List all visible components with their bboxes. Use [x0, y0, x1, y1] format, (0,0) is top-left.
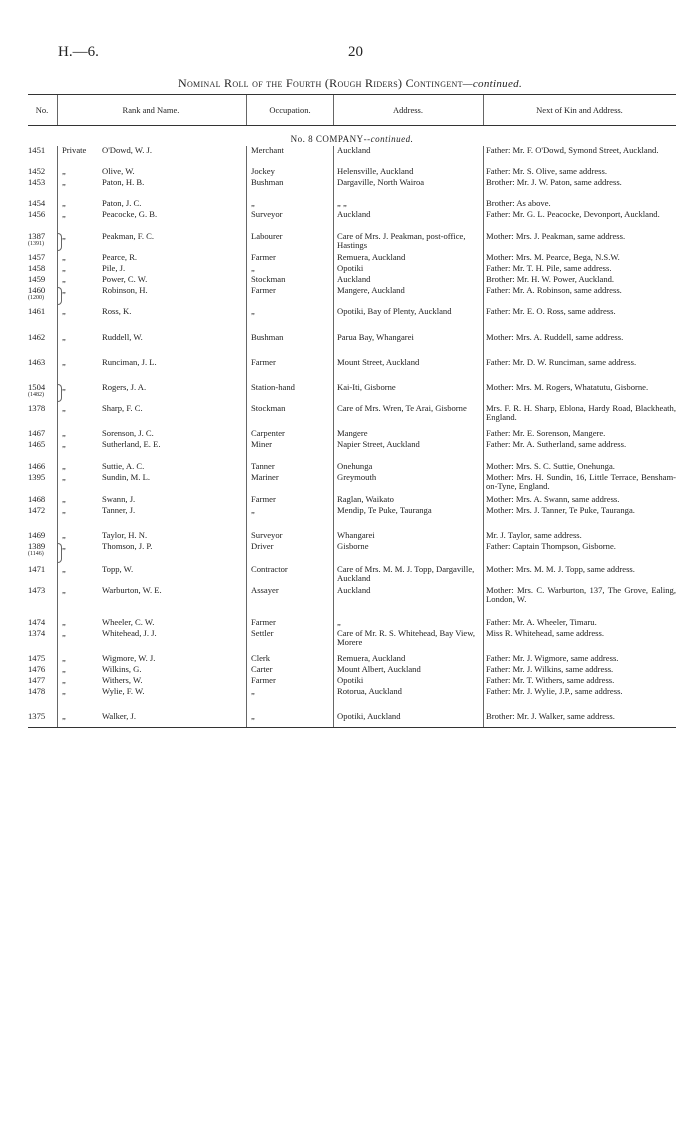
row-address: Care of Mrs. J. Peakman, post-office, Hastings [337, 231, 466, 251]
table-row [28, 333, 676, 358]
row-address: Remuera, Auckland [337, 252, 406, 262]
row-occupation: Contractor [251, 564, 288, 574]
row-address: Gisborne [337, 541, 369, 551]
row-occupation: Driver [251, 541, 274, 551]
row-number: 1462 [28, 332, 46, 342]
row-occupation: Farmer [251, 675, 276, 685]
row-name: Thomson, J. P. [102, 541, 153, 551]
table-row [28, 210, 676, 232]
row-next-of-kin: Father: Mr. J. Wilkins, same address. [486, 664, 614, 674]
company-suffix: --continued. [363, 134, 414, 144]
row-next-of-kin: Mother: Mrs. A. Ruddell, same address. [486, 332, 624, 342]
row-name: Paton, J. C. [102, 198, 142, 208]
row-occupation: „ [251, 686, 255, 696]
row-address: Auckland [337, 274, 371, 284]
row-name: Olive, W. [102, 166, 135, 176]
row-rank: „ [62, 675, 66, 685]
row-address: Auckland [337, 145, 371, 155]
row-rank: „ [62, 252, 66, 262]
page-header [58, 44, 672, 64]
table-row [28, 712, 676, 727]
row-address: Auckland [337, 585, 371, 595]
row-occupation: Settler [251, 628, 274, 638]
row-number: 1454 [28, 198, 46, 208]
column-header-occupation: Occupation. [269, 105, 311, 115]
row-address: Mount Street, Auckland [337, 357, 420, 367]
row-name: Swann, J. [102, 494, 136, 504]
company-label: No. 8 COMPANY [290, 134, 364, 144]
row-rank: „ [62, 530, 66, 540]
row-address: Dargaville, North Wairoa [337, 177, 425, 187]
row-address: Care of Mrs. M. M. J. Topp, Dargaville, Auckland [337, 564, 475, 584]
row-number: 1504 (1482) [28, 383, 56, 399]
row-name: Peacocke, G. B. [102, 209, 158, 219]
row-next-of-kin: Father: Mr. F. O'Dowd, Symond Street, Auckland. [486, 145, 659, 155]
table-header [28, 94, 676, 126]
row-address: „ [337, 617, 341, 627]
row-address: Onehunga [337, 461, 373, 471]
row-name: Peakman, F. C. [102, 231, 155, 241]
row-address: Opotiki [337, 675, 364, 685]
row-address: Whangarei [337, 530, 375, 540]
row-next-of-kin: Mother: Mrs. S. C. Suttie, Onehunga. [486, 461, 615, 471]
row-occupation: Farmer [251, 494, 276, 504]
row-occupation: Bushman [251, 332, 284, 342]
row-occupation: Mariner [251, 472, 279, 482]
table-row [28, 473, 676, 495]
row-number: 1467 [28, 428, 46, 438]
row-number: 1478 [28, 686, 46, 696]
row-occupation: „ [251, 306, 255, 316]
column-header-no: No. [35, 105, 49, 115]
row-next-of-kin: Mother: Mrs. M. M. J. Topp, same address. [486, 564, 635, 574]
row-number: 1460 (1200) [28, 286, 56, 302]
row-address: Remuera, Auckland [337, 653, 406, 663]
row-occupation: Merchant [251, 145, 284, 155]
row-number: 1395 [28, 472, 46, 482]
page-title [0, 76, 700, 91]
row-address: Mendip, Te Puke, Tauranga [337, 505, 432, 515]
row-next-of-kin: Brother: As above. [486, 198, 551, 208]
row-next-of-kin: Mother: Mrs. H. Sundin, 16, Little Terrace, Bensham-on-Tyne, England. [486, 472, 676, 492]
table-row [28, 358, 676, 383]
row-name: O'Dowd, W. J. [102, 145, 153, 155]
row-occupation: Clerk [251, 653, 271, 663]
row-number: 1456 [28, 209, 46, 219]
company-heading [28, 134, 676, 144]
row-address: Opotiki, Bay of Plenty, Auckland [337, 306, 452, 316]
row-name: Sharp, F. C. [102, 403, 143, 413]
row-number: 1469 [28, 530, 46, 540]
row-name: Sundin, M. L. [102, 472, 150, 482]
row-name: Withers, W. [102, 675, 143, 685]
title-main: Nominal Roll of the Fourth (Rough Riders) Contingent [178, 76, 463, 90]
row-name: Sorenson, J. C. [102, 428, 154, 438]
row-next-of-kin: Brother: Mr. H. W. Power, Auckland. [486, 274, 615, 284]
row-address: Auckland [337, 209, 371, 219]
row-occupation: „ [251, 198, 255, 208]
row-name: Walker, J. [102, 711, 137, 721]
row-name: Robinson, H. [102, 285, 148, 295]
row-name: Taylor, H. N. [102, 530, 148, 540]
row-rank: „ [62, 505, 66, 515]
document-reference: H.—6. [58, 44, 99, 60]
row-rank: „ [62, 428, 66, 438]
row-address: „ „ [337, 198, 347, 208]
row-number: 1457 [28, 252, 46, 262]
row-rank: „ [62, 357, 66, 367]
row-name: Wheeler, C. W. [102, 617, 155, 627]
row-name: Wilkins, G. [102, 664, 142, 674]
row-name: Pile, J. [102, 263, 126, 273]
table-bottom-rule [28, 727, 676, 728]
row-next-of-kin: Mother: Mrs. J. Tanner, Te Puke, Tauranga. [486, 505, 635, 515]
row-next-of-kin: Brother: Mr. J. Walker, same address. [486, 711, 615, 721]
row-address: Napier Street, Auckland [337, 439, 420, 449]
row-rank: „ [62, 494, 66, 504]
row-number: 1474 [28, 617, 46, 627]
row-name: Suttie, A. C. [102, 461, 145, 471]
table-row [28, 307, 676, 333]
row-rank: „ [62, 472, 66, 482]
row-number: 1473 [28, 585, 46, 595]
table-body [28, 146, 676, 727]
row-rank: „ [62, 209, 66, 219]
row-next-of-kin: Father: Mr. A. Sutherland, same address. [486, 439, 627, 449]
row-number: 1451 [28, 145, 46, 155]
row-next-of-kin: Father: Mr. T. Withers, same address. [486, 675, 615, 685]
table-row [28, 178, 676, 199]
row-name: Rogers, J. A. [102, 382, 147, 392]
row-occupation: Assayer [251, 585, 279, 595]
table-row [28, 506, 676, 531]
row-address: Mangere [337, 428, 368, 438]
row-address: Raglan, Waikato [337, 494, 394, 504]
table-row [28, 586, 676, 618]
row-number: 1378 [28, 403, 46, 413]
row-address: Greymouth [337, 472, 377, 482]
row-rank: „ [62, 285, 66, 295]
row-occupation: Jockey [251, 166, 275, 176]
row-rank: „ [62, 439, 66, 449]
row-number: 1463 [28, 357, 46, 367]
table-row [28, 404, 676, 429]
row-number: 1453 [28, 177, 46, 187]
row-occupation: Stockman [251, 274, 286, 284]
row-next-of-kin: Father: Mr. A. Robinson, same address. [486, 285, 622, 295]
row-occupation: Carpenter [251, 428, 285, 438]
row-former-number: (1200) [28, 295, 44, 302]
row-occupation: „ [251, 263, 255, 273]
row-next-of-kin: Mrs. F. R. H. Sharp, Eblona, Hardy Road, Blackheath, England. [486, 403, 676, 423]
row-next-of-kin: Father: Mr. A. Wheeler, Timaru. [486, 617, 597, 627]
row-rank: „ [62, 585, 66, 595]
table-row [28, 146, 676, 167]
row-occupation: Stockman [251, 403, 286, 413]
row-rank: „ [62, 166, 66, 176]
row-name: Sutherland, E. E. [102, 439, 161, 449]
row-occupation: Farmer [251, 252, 276, 262]
row-occupation: Surveyor [251, 209, 283, 219]
table-row [28, 232, 676, 253]
row-address: Mount Albert, Auckland [337, 664, 421, 674]
row-address: Helensville, Auckland [337, 166, 414, 176]
row-name: Wigmore, W. J. [102, 653, 156, 663]
table-row [28, 565, 676, 586]
row-next-of-kin: Father: Mr. S. Olive, same address. [486, 166, 608, 176]
row-number: 1374 [28, 628, 46, 638]
row-occupation: „ [251, 711, 255, 721]
row-occupation: Station-hand [251, 382, 295, 392]
row-next-of-kin: Mr. J. Taylor, same address. [486, 530, 582, 540]
row-rank: Private [62, 145, 87, 155]
row-next-of-kin: Father: Mr. J. Wylie, J.P., same address. [486, 686, 623, 696]
row-occupation: Tanner [251, 461, 275, 471]
table-row [28, 383, 676, 404]
column-header-next-of-kin: Next of Kin and Address. [536, 105, 623, 115]
row-next-of-kin: Father: Mr. T. H. Pile, same address. [486, 263, 612, 273]
row-next-of-kin: Mother: Mrs. J. Peakman, same address. [486, 231, 626, 241]
row-next-of-kin: Miss R. Whitehead, same address. [486, 628, 604, 638]
row-occupation: Bushman [251, 177, 284, 187]
row-rank: „ [62, 306, 66, 316]
row-rank: „ [62, 564, 66, 574]
row-next-of-kin: Father: Mr. J. Wigmore, same address. [486, 653, 619, 663]
row-address: Kai-Iti, Gisborne [337, 382, 396, 392]
row-name: Paton, H. B. [102, 177, 145, 187]
row-occupation: Farmer [251, 617, 276, 627]
row-name: Whitehead, J. J. [102, 628, 157, 638]
row-number: 1461 [28, 306, 46, 316]
row-name: Tanner, J. [102, 505, 136, 515]
row-occupation: Farmer [251, 357, 276, 367]
row-next-of-kin: Mother: Mrs. M. Pearce, Bega, N.S.W. [486, 252, 620, 262]
table-row [28, 629, 676, 654]
row-address: Opotiki [337, 263, 364, 273]
row-former-number: (1146) [28, 551, 44, 558]
row-address: Opotiki, Auckland [337, 711, 401, 721]
row-number: 1477 [28, 675, 46, 685]
column-header-address: Address. [393, 105, 423, 115]
row-next-of-kin: Mother: Mrs. C. Warburton, 137, The Grove, Ealing, London, W. [486, 585, 676, 605]
row-number: 1458 [28, 263, 46, 273]
row-rank: „ [62, 231, 66, 241]
row-rank: „ [62, 403, 66, 413]
row-number: 1387 (1391) [28, 232, 56, 248]
row-address: Care of Mr. R. S. Whitehead, Bay View, Morere [337, 628, 475, 648]
row-name: Ruddell, W. [102, 332, 143, 342]
row-rank: „ [62, 263, 66, 273]
row-occupation: Labourer [251, 231, 283, 241]
row-name: Wylie, F. W. [102, 686, 145, 696]
row-rank: „ [62, 686, 66, 696]
row-name: Warburton, W. E. [102, 585, 162, 595]
row-number: 1375 [28, 711, 46, 721]
row-number: 1471 [28, 564, 46, 574]
row-next-of-kin: Father: Mr. D. W. Runciman, same address. [486, 357, 637, 367]
nominal-roll-table [28, 94, 676, 728]
row-address: Mangere, Auckland [337, 285, 405, 295]
row-rank: „ [62, 332, 66, 342]
row-name: Pearce, R. [102, 252, 138, 262]
row-rank: „ [62, 198, 66, 208]
row-rank: „ [62, 274, 66, 284]
row-rank: „ [62, 177, 66, 187]
row-occupation: Surveyor [251, 530, 283, 540]
row-address: Rotorua, Auckland [337, 686, 402, 696]
row-next-of-kin: Father: Captain Thompson, Gisborne. [486, 541, 616, 551]
row-rank: „ [62, 382, 66, 392]
row-rank: „ [62, 628, 66, 638]
row-number: 1459 [28, 274, 46, 284]
row-name: Ross, K. [102, 306, 132, 316]
row-name: Topp, W. [102, 564, 134, 574]
row-next-of-kin: Mother: Mrs. M. Rogers, Whatatutu, Gisborne. [486, 382, 649, 392]
page-number: 20 [348, 44, 363, 60]
row-number: 1389 (1146) [28, 542, 56, 558]
row-next-of-kin: Father: Mr. E. O. Ross, same address. [486, 306, 616, 316]
title-suffix: —continued. [462, 78, 522, 90]
row-occupation: Miner [251, 439, 273, 449]
row-next-of-kin: Father: Mr. G. L. Peacocke, Devonport, Auckland. [486, 209, 660, 219]
row-number: 1465 [28, 439, 46, 449]
row-name: Runciman, J. L. [102, 357, 157, 367]
row-address: Parua Bay, Whangarei [337, 332, 414, 342]
row-next-of-kin: Mother: Mrs. A. Swann, same address. [486, 494, 620, 504]
table-row [28, 286, 676, 307]
row-number: 1476 [28, 664, 46, 674]
row-name: Power, C. W. [102, 274, 148, 284]
row-address: Care of Mrs. Wren, Te Arai, Gisborne [337, 403, 467, 413]
row-occupation: „ [251, 505, 255, 515]
row-occupation: Carter [251, 664, 273, 674]
row-number: 1466 [28, 461, 46, 471]
column-header-rank-name: Rank and Name. [122, 105, 180, 115]
row-rank: „ [62, 664, 66, 674]
row-rank: „ [62, 711, 66, 721]
table-row [28, 542, 676, 565]
row-number: 1468 [28, 494, 46, 504]
row-former-number: (1391) [28, 241, 44, 248]
row-occupation: Farmer [251, 285, 276, 295]
table-row [28, 440, 676, 462]
row-rank: „ [62, 653, 66, 663]
row-number: 1475 [28, 653, 46, 663]
row-next-of-kin: Father: Mr. E. Sorenson, Mangere. [486, 428, 606, 438]
row-rank: „ [62, 541, 66, 551]
row-next-of-kin: Brother: Mr. J. W. Paton, same address. [486, 177, 622, 187]
row-number: 1452 [28, 166, 46, 176]
row-number: 1472 [28, 505, 46, 515]
table-row [28, 687, 676, 712]
row-former-number: (1482) [28, 392, 44, 399]
row-rank: „ [62, 461, 66, 471]
row-rank: „ [62, 617, 66, 627]
